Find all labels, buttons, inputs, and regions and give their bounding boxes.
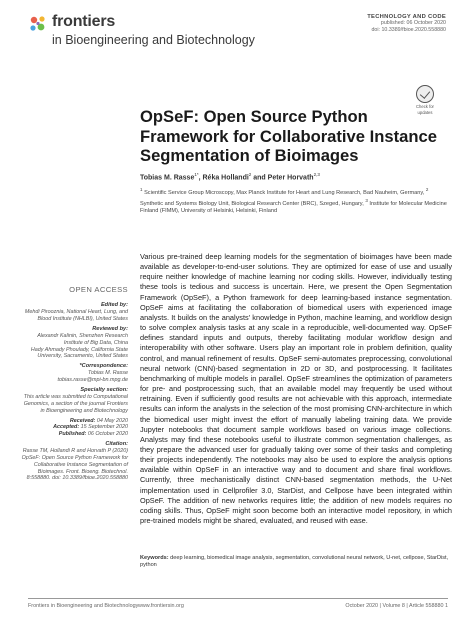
frontiers-wordmark[interactable]: frontiers [52,13,116,30]
journal-name[interactable]: in Bioengineering and Biotechnology [52,33,255,47]
author-2[interactable]: Réka Hollandi [202,174,249,182]
abstract-text: Various pre-trained deep learning models for the segmentation of bioimages have been made available as developer-to-end-user solutions. They are optimized for ease of use and usually require neither knowledge of machine learning nor coding skills. However, individually testing these tools is tedious and success is uncertain. Here, we present the Open Segmentation Framework (OpSeF), a Python framework for deep learning-based instance segmentation. OpSeF aims at facilitating the collaboration of biomedical users with experienced image analysts. It builds on the analysts' knowledge in Python, machine learning, and workflow design to solve complex analysis tasks at any scale in a reproducible, well-documented way. OpSeF defines standard inputs and outputs, thereby facilitating modular workflow design and interoperability with other software. Users play an important role in problem definition, quality control, and manual refinement of results. OpSeF semi-automates preprocessing, convolutional neural network (CNN)-based segmentation in 2D or 3D, and postprocessing. It facilitates benchmarking of multiple models in parallel. OpSeF streamlines the optimization of parameters for pre- and postprocessing such, that an available model may frequently be used without retraining. Even if sufficiently good results are not achievable with this approach, intermediate results can inform the analysts in the selection of the most promising CNN-architecture in which the biomedical user might invest the effort of manually labeling training data. We provide Jupyter notebooks that document sample workflows based on various image collections. Analysts may find these notebooks useful to illustrate common segmentation challenges, as they prepare the advanced user for gradually taking over some of their tasks and completing their projects independently. The notebooks may also be used to explore the analysis options available within OpSeF in an interactive way and to document and share final workflows. Currently, three mechanistically distinct CNN-based segmentation methods, the U-Net implementation used in Cellprofiler 3.0, StarDist, and Cellpose have been integrated within OpSeF. The addition of new networks requires little; the addition of new models requires no coding skills. Thus, OpSeF might soon become both an interactive model repository, in which pre-trained models might be shared, evaluated, and reused with ease. [140,252,452,526]
accepted-date: 15 September 2020 [80,424,128,431]
citation-text: Rasse TM, Hollandi R and Horvath P (2020) OpSeF: Open Source Python Framework for Collaborative Instance Segmentation of Bioimages. Front. Bioeng. Biotechnol. 8:558880. doi: 10.3389/fbioe.2020.558880 [21,448,128,482]
author-3-sup: 2,3 [313,172,320,177]
page-footer [28,598,448,609]
received-heading: Received: [69,417,96,424]
affiliations [140,186,450,215]
affiliation-sup: 2 [425,187,429,192]
correspondence-name: Tobias M. Rasse [88,370,128,377]
keywords [140,555,452,569]
footer-issue-text: October 2020 | Volume 8 | Article 558880 [345,603,444,609]
published-heading: Published: [58,431,87,438]
author-list [140,172,320,181]
badge-line2: updates [417,110,433,115]
footer-journal: Frontiers in Bioengineering and Biotechnology [28,603,139,609]
received-date: 04 May 2020 [96,417,128,424]
article-meta [367,14,446,34]
reviewer: Alexandr Kalinin, Shenzhen Research Institute of Big Data, China [37,333,128,346]
published-date-side: 06 October 2020 [87,431,128,438]
open-access-label: OPEN ACCESS [69,285,128,294]
reviewer: Hady Ahmady Phoulady, California State University, Sacramento, United States [30,346,128,360]
frontiers-logo-icon [28,14,48,34]
accepted-heading: Accepted: [53,424,80,431]
badge-line1: Check for [416,104,434,109]
affiliation-sup: 3 [365,198,368,204]
author-separator: and [251,174,268,182]
doi-link[interactable]: doi: 10.3389/fbioe.2020.558880 [371,27,446,33]
article-title: OpSeF: Open Source Python Framework for Collaborative Instance Segmentation of Bioimages [140,107,437,165]
footer-issue [345,603,448,609]
keywords-text: deep learning, biomedical image analysis, segmentation, convolutional neural network, U-net, cellpose, StarDist, python [140,555,449,569]
author-1[interactable]: Tobias M. Rasse [140,174,195,182]
author-separator: , [198,174,203,182]
keywords-label: Keywords: [140,555,169,561]
affiliation-sup: 1 [140,187,143,192]
author-3[interactable]: Peter Horvath [267,174,314,182]
footer-site-link[interactable]: www.frontiersin.org [138,603,184,609]
specialty-heading: Specialty section: [80,386,128,393]
correspondence-heading: *Correspondence: [79,363,128,370]
affiliation-text: Institute for Molecular Medicine Finland (FIMM), University of Helsinki, Helsinki, Finland [140,200,447,215]
article-type: TECHNOLOGY AND CODE [367,14,446,20]
specialty-text: This article was submitted to Computational Genomics, a section of the journal Frontiers in Bioengineering and Biotechnology [23,394,128,414]
published-date: published: 06 October 2020 [380,20,446,26]
check-updates-icon [416,85,434,103]
footer-page-number: 1 [445,603,448,609]
author-1-sup: 1* [194,172,199,177]
affiliation-text: Scientific Service Group Microscopy, Max Planck Institute for Heart and Lung Research, Bad Nauheim, Germany, [144,189,425,196]
author-2-sup: 2 [248,172,252,177]
article-dates [20,418,128,438]
edited-by-heading: Edited by: [100,302,128,308]
reviewed-by-heading: Reviewed by: [92,325,128,332]
editor: Mehdi Pirooznia, National Heart, Lung, and Blood Institute (NHLBI), United States [24,309,128,322]
correspondence-email[interactable]: tobias.rasse@mpi-bn.mpg.de [57,377,128,384]
article-sidebar [20,302,128,485]
citation-heading: Citation: [105,440,128,447]
affiliation-text: Synthetic and Systems Biology Unit, Biological Research Center (BRC), Szeged, Hungary, [140,200,364,207]
